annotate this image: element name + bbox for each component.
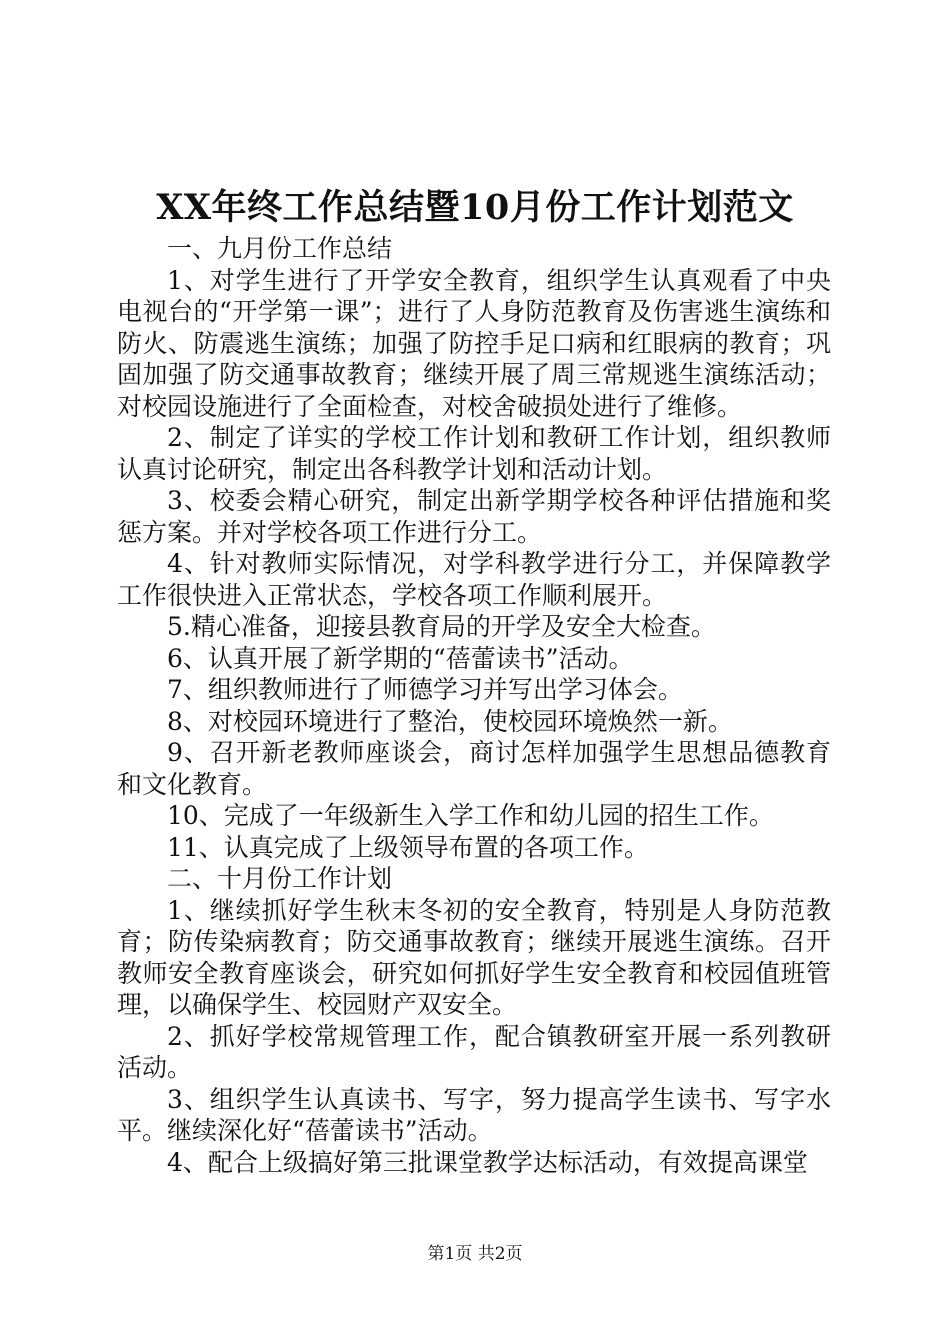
paragraph: 2、抓好学校常规管理工作，配合镇教研室开展一系列教研活动。 [117, 1021, 831, 1082]
paragraph: 2、制定了详实的学校工作计划和教研工作计划，组织教师认真讨论研究，制定出各科教学计划和活动计划。 [117, 423, 831, 484]
paragraph: 8、对校园环境进行了整治，使校园环境焕然一新。 [167, 706, 733, 736]
paragraph: 10、完成了一年级新生入学工作和幼儿园的招生工作。 [167, 801, 774, 830]
paragraph: 7、组织教师进行了师德学习并写出学习体会。 [167, 675, 683, 704]
paragraph: 3、校委会精心研究，制定出新学期学校各种评估措施和奖惩方案。并对学校各项工作进行分工。 [117, 486, 831, 547]
paragraph: 11、认真完成了上级领导布置的各项工作。 [167, 832, 649, 862]
page-footer: 第1页 共2页 [427, 1244, 523, 1264]
paragraph: 5.精心准备，迎接县教育局的开学及安全大检查。 [167, 612, 716, 641]
paragraph: 1、对学生进行了开学安全教育，组织学生认真观看了中央电视台的“开学第一课”；进行了人身防范教育及伤害逃生演练和防火、防震逃生演练；加强了防控手足口病和红眼病的教育；巩固加强了防交通事故教育；继续开展了周三常规逃生演练活动；对校园设施进行了全面检查，对校舍破损处进行了维修。 [117, 265, 831, 421]
paragraph: 一、九月份工作总结 [167, 234, 393, 263]
document-body [117, 233, 831, 1178]
paragraph: 4、针对教师实际情况，对学科教学进行分工，并保障教学工作很快进入正常状态，学校各项工作顺利展开。 [117, 549, 831, 610]
paragraph: 3、组织学生认真读书、写字，努力提高学生读书、写字水平。继续深化好“蓓蕾读书”活动。 [117, 1084, 831, 1145]
paragraph: 1、继续抓好学生秋末冬初的安全教育，特别是人身防范教育；防传染病教育；防交通事故教育；继续开展逃生演练。召开教师安全教育座谈会，研究如何抓好学生安全教育和校园值班管理，以确保学生、校园财产双安全。 [117, 895, 831, 1019]
paragraph: 9、召开新老教师座谈会，商讨怎样加强学生思想品德教育和文化教育。 [117, 738, 831, 799]
paragraph: 4、配合上级搞好第三批课堂教学达标活动，有效提高课堂 [167, 1147, 808, 1177]
document-title: XX年终工作总结暨10月份工作计划范文 [156, 187, 794, 228]
paragraph: 6、认真开展了新学期的“蓓蕾读书”活动。 [167, 643, 634, 673]
paragraph: 二、十月份工作计划 [167, 864, 393, 893]
